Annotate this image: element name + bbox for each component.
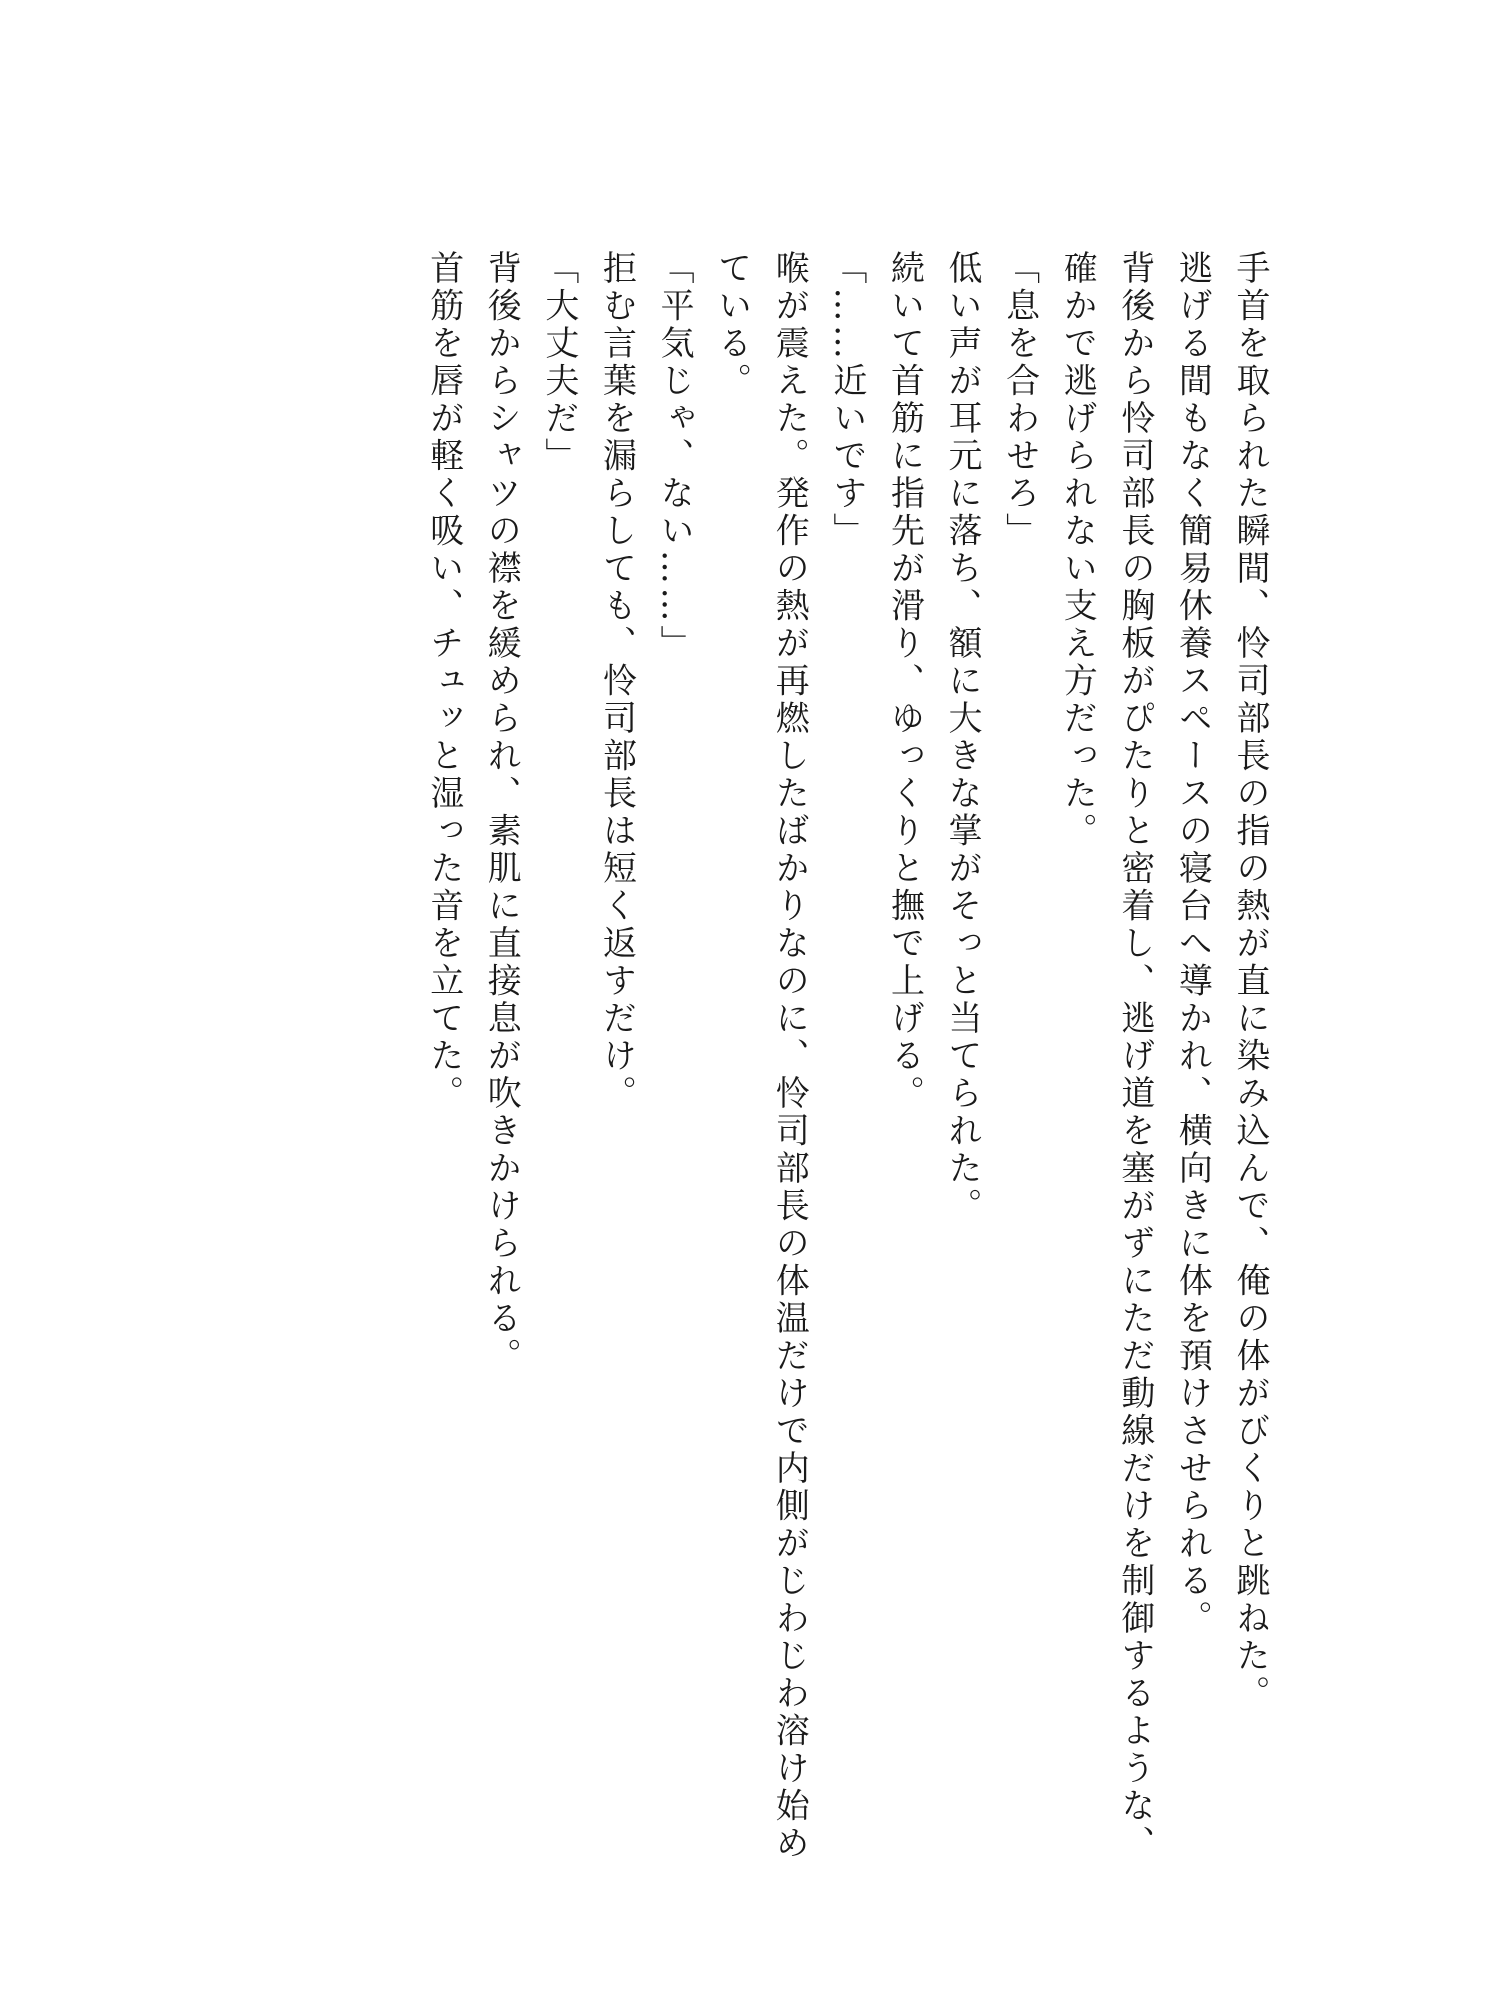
dialogue-2: 「……近いです」 (826, 250, 867, 550)
paragraph-6: 喉が震えた。発作の熱が再燃したばかりなのに、怜司部長の体温だけで内側がじわじわ溶け始めている。 (711, 250, 810, 1863)
paragraph-5: 続いて首筋に指先が滑り、ゆっくりと撫で上げる。 (884, 250, 925, 1113)
paragraph-8: 背後からシャツの襟を緩められ、素肌に直接息が吹きかけられる。 (481, 250, 522, 1375)
dialogue-4: 「大丈夫だ」 (538, 250, 579, 475)
dialogue-1: 「息を合わせろ」 (999, 250, 1040, 550)
paragraph-2: 逃げる間もなく簡易休養スペースの寝台へ導かれ、横向きに体を預けさせられる。 (1172, 250, 1213, 1638)
paragraph-4: 低い声が耳元に落ち、額に大きな掌がそっと当てられた。 (942, 250, 983, 1225)
paragraph-1: 手首を取られた瞬間、怜司部長の指の熱が直に染み込んで、俺の体がびくりと跳ねた。 (1230, 250, 1270, 1713)
paragraph-9: 首筋を唇が軽く吸い、チュッと湿った音を立てた。 (423, 250, 464, 1113)
dialogue-3: 「平気じゃ、ない……」 (654, 250, 695, 663)
paragraph-7: 拒む言葉を漏らしても、怜司部長は短く返すだけ。 (596, 250, 637, 1113)
vertical-text-body (222, 250, 1278, 1890)
paragraph-3: 背後から怜司部長の胸板がぴたりと密着し、逃げ道を塞がずにただ動線だけを制御するような、確かで逃げられない支え方だった。 (1057, 250, 1155, 1863)
